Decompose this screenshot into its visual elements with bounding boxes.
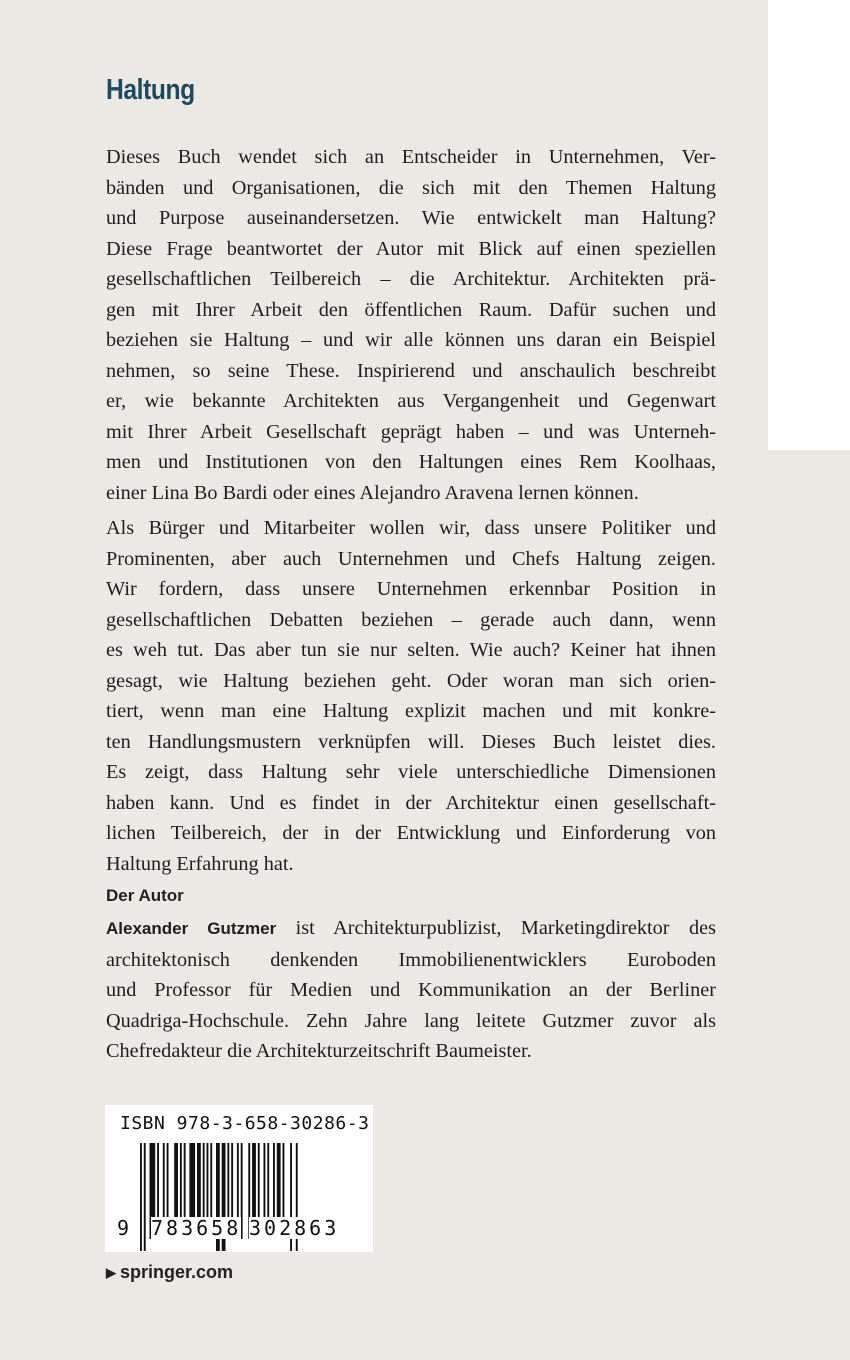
text-line: bänden und Organisationen, die sich mit den Themen Haltung <box>106 176 716 199</box>
barcode-digits-right: 302863 <box>249 1216 340 1240</box>
barcode-digit-first: 9 <box>117 1216 133 1240</box>
text-line: lichen Teilbereich, der in der Entwicklung und Einforderung von <box>106 822 716 844</box>
isbn-barcode <box>105 1105 373 1252</box>
author-bio-line: architektonisch denkenden Immobilienentwicklers Euroboden <box>106 948 716 971</box>
text-line: tiert, wenn man eine Haltung explizit machen und mit konkre- <box>106 700 716 722</box>
text-line: Haltung Erfahrung hat. <box>106 852 294 875</box>
text-line: Prominenten, aber auch Unternehmen und Chefs Haltung zeigen. <box>106 547 716 570</box>
cover-edge-strip <box>768 0 850 450</box>
publisher-link[interactable] <box>106 1262 233 1283</box>
text-line: es weh tut. Das aber tun sie nur selten. Wie auch? Keiner hat ihnen <box>106 639 716 661</box>
text-line: und Purpose auseinandersetzen. Wie entwickelt man Haltung? <box>106 207 716 229</box>
isbn-label: ISBN 978-3-658-30286-3 <box>120 1113 370 1134</box>
text-line: gen mit Ihrer Arbeit den öffentlichen Raum. Dafür suchen und <box>106 298 716 321</box>
play-arrow-icon: ▶ <box>106 1265 116 1280</box>
text-line: gesellschaftlichen Teilbereich – die Architektur. Architekten prä- <box>106 268 716 290</box>
text-line: Es zeigt, dass Haltung sehr viele unterschiedliche Dimensionen <box>106 761 716 783</box>
text-line: gesellschaftlichen Debatten beziehen – gerade auch dann, wenn <box>106 608 716 631</box>
text-line: gesagt, wie Haltung beziehen geht. Oder woran man sich orien- <box>106 669 716 692</box>
text-line: er, wie bekannte Architekten aus Vergangenheit und Gegenwart <box>106 390 716 412</box>
barcode-bar <box>140 1143 142 1251</box>
author-heading: Der Autor <box>106 886 184 905</box>
text-line: beziehen sie Haltung – und wir alle können uns daran ein Beispiel <box>106 329 716 351</box>
text-line: nehmen, so seine These. Inspirierend und anschaulich beschreibt <box>106 359 716 382</box>
text-line: ten Handlungsmustern verknüpfen will. Dieses Buch leistet dies. <box>106 730 716 753</box>
barcode-bar <box>144 1143 146 1251</box>
text-line: Wir fordern, dass unsere Unternehmen erkennbar Position in <box>106 578 716 600</box>
author-bio-line: Chefredakteur die Architekturzeitschrift Baumeister. <box>106 1040 532 1062</box>
text-line: haben kann. Und es findet in der Architektur einen gesellschaft- <box>106 791 716 814</box>
text-line: men und Institutionen von den Haltungen eines Rem Koolhaas, <box>106 451 716 473</box>
author-bio-line: ist Architekturpublizist, Marketingdirektor des <box>276 917 716 939</box>
page-title: Haltung <box>106 74 195 106</box>
publisher-link-text: springer.com <box>120 1262 234 1282</box>
author-bio-line: Quadriga-Hochschule. Zehn Jahre lang leitete Gutzmer zuvor als <box>106 1009 716 1032</box>
text-line: mit Ihrer Arbeit Gesellschaft geprägt haben – und was Unterneh- <box>106 420 716 443</box>
text-line: Als Bürger und Mitarbeiter wollen wir, dass unsere Politiker und <box>106 517 716 539</box>
author-bio-line: und Professor für Medien und Kommunikation an der Berliner <box>106 979 716 1001</box>
description-paragraph-1 <box>106 142 716 508</box>
author-name: Alexander Gutzmer <box>106 919 277 938</box>
author-bio <box>106 913 716 1067</box>
text-line: Dieses Buch wendet sich an Entscheider in Unternehmen, Ver- <box>106 146 716 168</box>
text-line: Diese Frage beantwortet der Autor mit Blick auf einen speziellen <box>106 237 716 260</box>
description-paragraph-2 <box>106 513 716 879</box>
barcode-digits-left: 783658 <box>151 1216 242 1240</box>
text-line: einer Lina Bo Bardi oder eines Alejandro Aravena lernen können. <box>106 481 639 504</box>
